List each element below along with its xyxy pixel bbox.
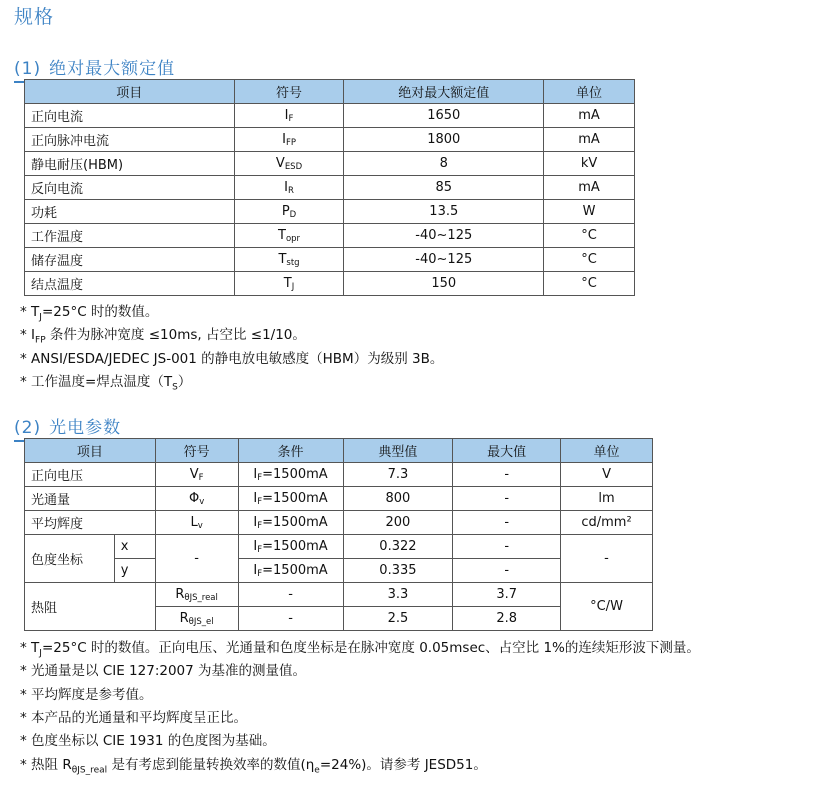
- symbol-text: I: [284, 179, 288, 195]
- cell-typical: [343, 535, 453, 559]
- cell-item: [25, 128, 235, 152]
- item-label: 光通量: [31, 493, 71, 508]
- item-label: 热阻: [31, 601, 58, 616]
- footnote-text: * 工作温度=焊点温度（T: [20, 373, 173, 390]
- symbol-subscript: θJS_el: [188, 616, 214, 627]
- section-1-number: (1): [14, 59, 42, 79]
- footnote: [20, 347, 443, 367]
- item-label: 反向电流: [31, 182, 84, 197]
- cell-unit: [544, 248, 635, 272]
- unit-text: mA: [578, 180, 600, 195]
- max-value: 2.8: [496, 611, 517, 626]
- unit-text: lm: [598, 491, 615, 506]
- unit-text: °C: [581, 252, 597, 267]
- cell-typical: [343, 583, 453, 607]
- unit-text: °C: [581, 228, 597, 243]
- max-value: -: [504, 491, 510, 506]
- page-title: 规格: [14, 6, 55, 28]
- cell-unit: [561, 583, 653, 631]
- unit-text: kV: [580, 156, 598, 171]
- cell-item: [25, 176, 235, 200]
- header-symbol: 符号: [234, 80, 344, 104]
- table-row: [25, 559, 653, 583]
- item-label: 功耗: [31, 206, 58, 221]
- footnote: [20, 370, 191, 393]
- cell-item: [25, 200, 235, 224]
- footnote-text: * T: [20, 304, 40, 320]
- unit-text: cd/mm²: [581, 515, 632, 530]
- cell-typical: [343, 559, 453, 583]
- cell-value: [344, 224, 544, 248]
- cell-condition: [238, 463, 343, 487]
- unit-text: °C: [581, 276, 597, 291]
- cell-symbol: [155, 511, 238, 535]
- condition-text: I: [253, 514, 258, 530]
- footnote-subscript: θJS_real: [71, 765, 108, 776]
- footnote-subscript: S: [172, 382, 178, 393]
- typical-value: 7.3: [387, 467, 409, 482]
- footnote: [20, 706, 247, 726]
- cell-condition: [238, 583, 343, 607]
- cell-value: [344, 104, 544, 128]
- footnote-subscript: FP: [35, 335, 46, 346]
- rating-value: -40~125: [415, 252, 473, 267]
- condition-text: I: [253, 538, 258, 554]
- footnote-text: ）: [177, 373, 192, 390]
- footnote-text: * 热阻 R: [20, 756, 72, 773]
- footnote: [20, 300, 158, 323]
- cell-symbol: [155, 487, 238, 511]
- cell-item: [25, 248, 235, 272]
- cell-unit: [544, 104, 635, 128]
- cell-value: [344, 152, 544, 176]
- symbol-text: R: [179, 610, 189, 626]
- item-label: 静电耐压(HBM): [31, 158, 124, 173]
- footnote: [20, 753, 487, 776]
- cell-axis: [114, 535, 155, 559]
- symbol-text: V: [275, 155, 285, 171]
- item-label: 色度坐标: [31, 553, 84, 568]
- symbol-text: P: [281, 203, 290, 219]
- typical-value: 200: [385, 515, 411, 530]
- max-value: -: [504, 467, 510, 482]
- footnote-text: * ANSI/ESDA/JEDEC JS-001 的静电放电敏感度（HBM）为级别 3B。: [20, 350, 444, 367]
- cell-item: [25, 535, 115, 583]
- symbol-subscript: θJS_real: [184, 592, 218, 603]
- symbol-text: R: [175, 586, 185, 602]
- condition-subscript: F: [257, 496, 263, 507]
- rating-value: 8: [439, 156, 448, 171]
- typical-value: 2.5: [387, 611, 409, 626]
- symbol-text: I: [282, 131, 286, 147]
- footnote: [20, 729, 276, 749]
- cell-item: [25, 272, 235, 296]
- cell-value: [344, 128, 544, 152]
- rating-value: 1800: [427, 132, 461, 147]
- footnote-text: =25°C 时的数值。: [41, 304, 159, 320]
- cell-symbol: [155, 607, 238, 631]
- rating-value: 150: [431, 276, 457, 291]
- header-typical: 典型值: [343, 439, 453, 463]
- footnote-text: * T: [20, 640, 40, 656]
- cell-value: [344, 176, 544, 200]
- cell-condition: [238, 559, 343, 583]
- symbol-text: -: [194, 551, 199, 566]
- cell-symbol: [234, 152, 344, 176]
- cell-value: [344, 248, 544, 272]
- axis-label: x: [120, 539, 129, 554]
- condition-value: =1500mA: [262, 562, 328, 578]
- symbol-subscript: R: [287, 185, 294, 196]
- footnote-text: =25°C 时的数值。正向电压、光通量和色度坐标是在脉冲宽度 0.05msec、占空比 1%的连续矩形波下测量。: [41, 640, 700, 656]
- cell-symbol: [234, 272, 344, 296]
- symbol-subscript: FP: [285, 137, 296, 148]
- cell-symbol: [234, 248, 344, 272]
- typical-value: 0.322: [379, 539, 417, 554]
- axis-label: y: [120, 563, 129, 578]
- cell-item: [25, 511, 156, 535]
- cell-unit: [544, 176, 635, 200]
- condition-value: =1500mA: [262, 538, 328, 554]
- footnote: [20, 683, 153, 703]
- rating-value: 13.5: [429, 204, 459, 219]
- condition-text: -: [288, 611, 293, 626]
- footnote-text: * I: [20, 327, 36, 344]
- footnote-text: * 光通量是以 CIE 127:2007 为基准的测量值。: [20, 663, 307, 680]
- item-label: 工作温度: [31, 230, 84, 245]
- max-value: -: [504, 515, 510, 530]
- cell-unit: [544, 200, 635, 224]
- cell-unit: [561, 511, 653, 535]
- cell-typical: [343, 607, 453, 631]
- symbol-subscript: stg: [286, 257, 300, 268]
- cell-unit: [561, 463, 653, 487]
- table-header-row: [25, 80, 635, 104]
- table-row: [25, 224, 635, 248]
- optical-electrical-table: [24, 438, 653, 631]
- cell-unit: [544, 272, 635, 296]
- table-header-row: [25, 439, 653, 463]
- symbol-text: T: [278, 251, 287, 267]
- header-item: 项目: [25, 80, 235, 104]
- cell-symbol: [155, 535, 238, 583]
- condition-subscript: F: [257, 568, 263, 579]
- rating-value: 1650: [427, 108, 461, 123]
- unit-text: W: [582, 204, 596, 219]
- symbol-subscript: ESD: [284, 161, 303, 172]
- symbol-text: T: [283, 275, 292, 291]
- max-value: -: [504, 563, 510, 578]
- footnote: [20, 659, 306, 679]
- max-value: 3.7: [496, 587, 517, 602]
- footnote-text: =24%)。请参考 JESD51。: [319, 756, 487, 773]
- cell-condition: [238, 607, 343, 631]
- condition-text: I: [253, 490, 258, 506]
- footnote-subscript: J: [39, 648, 42, 659]
- section-1-title: 绝对最大额定值: [49, 59, 176, 79]
- item-label: 正向电压: [31, 469, 84, 484]
- rating-value: -40~125: [415, 228, 473, 243]
- symbol-text: Φ: [189, 490, 200, 506]
- cell-item: [25, 152, 235, 176]
- table-row: [25, 511, 653, 535]
- footnote: [20, 636, 700, 659]
- symbol-subscript: F: [198, 472, 204, 483]
- cell-item: [25, 224, 235, 248]
- cell-item: [25, 583, 156, 631]
- table-row: [25, 200, 635, 224]
- cell-unit: [561, 487, 653, 511]
- header-unit: 单位: [561, 439, 653, 463]
- footnote-text: * 本产品的光通量和平均辉度呈正比。: [20, 709, 248, 726]
- item-label: 正向电流: [31, 110, 84, 125]
- unit-text: mA: [578, 108, 600, 123]
- condition-value: =1500mA: [262, 466, 328, 482]
- condition-text: -: [288, 587, 293, 602]
- footnote-subscript: e: [314, 765, 320, 776]
- footnote-subscript: J: [39, 312, 42, 323]
- max-value: -: [504, 539, 510, 554]
- cell-max: [453, 583, 561, 607]
- symbol-text: T: [278, 227, 286, 243]
- cell-value: [344, 272, 544, 296]
- absolute-max-ratings-table: [24, 79, 635, 296]
- condition-value: =1500mA: [262, 490, 328, 506]
- cell-symbol: [234, 128, 344, 152]
- table-row: [25, 104, 635, 128]
- cell-max: [453, 535, 561, 559]
- header-symbol: 符号: [155, 439, 238, 463]
- footnote-text: 是有考虑到能量转换效率的数值(η: [107, 756, 315, 773]
- item-label: 结点温度: [31, 278, 84, 293]
- table-row: [25, 176, 635, 200]
- typical-value: 3.3: [387, 587, 409, 602]
- cell-value: [344, 200, 544, 224]
- table-row: [25, 272, 635, 296]
- symbol-subscript: J: [291, 281, 295, 292]
- table-row: [25, 248, 635, 272]
- header-max: 最大值: [453, 439, 561, 463]
- section-2-title: 光电参数: [49, 418, 122, 438]
- cell-unit: [544, 224, 635, 248]
- header-rating: 绝对最大额定值: [344, 80, 544, 104]
- cell-typical: [343, 487, 453, 511]
- table-row: [25, 463, 653, 487]
- cell-symbol: [234, 104, 344, 128]
- item-label: 储存温度: [31, 254, 84, 269]
- section-2-number: (2): [14, 418, 42, 438]
- cell-typical: [343, 463, 453, 487]
- table-row: [25, 152, 635, 176]
- condition-text: I: [253, 466, 258, 482]
- typical-value: 0.335: [379, 563, 417, 578]
- cell-condition: [238, 487, 343, 511]
- cell-unit: [544, 128, 635, 152]
- cell-max: [453, 511, 561, 535]
- cell-unit: [561, 535, 653, 583]
- cell-max: [453, 463, 561, 487]
- unit-text: mA: [578, 132, 600, 147]
- cell-symbol: [234, 176, 344, 200]
- unit-text: °C/W: [590, 599, 623, 614]
- typical-value: 800: [385, 491, 411, 506]
- condition-value: =1500mA: [262, 514, 328, 530]
- symbol-text: L: [190, 514, 198, 530]
- cell-condition: [238, 535, 343, 559]
- cell-item: [25, 463, 156, 487]
- cell-max: [453, 607, 561, 631]
- item-label: 正向脉冲电流: [31, 134, 110, 149]
- cell-max: [453, 559, 561, 583]
- unit-text: V: [602, 467, 611, 482]
- symbol-subscript: D: [289, 209, 297, 220]
- cell-unit: [544, 152, 635, 176]
- cell-condition: [238, 511, 343, 535]
- header-condition: 条件: [238, 439, 343, 463]
- symbol-text: V: [189, 466, 199, 482]
- unit-text: -: [604, 551, 609, 566]
- footnote-text: * 平均辉度是参考值。: [20, 686, 153, 703]
- footnote-text: * 色度坐标以 CIE 1931 的色度图为基础。: [20, 733, 276, 750]
- header-item: 项目: [25, 439, 156, 463]
- cell-axis: [114, 559, 155, 583]
- symbol-subscript: opr: [285, 233, 301, 244]
- table-row: [25, 487, 653, 511]
- symbol-subscript: F: [288, 113, 294, 124]
- cell-max: [453, 487, 561, 511]
- symbol-subscript: v: [197, 520, 203, 531]
- table-row: [25, 535, 653, 559]
- cell-item: [25, 487, 156, 511]
- cell-symbol: [234, 224, 344, 248]
- condition-subscript: F: [257, 520, 263, 531]
- cell-typical: [343, 511, 453, 535]
- condition-text: I: [253, 562, 258, 578]
- footnote: [20, 323, 306, 346]
- cell-symbol: [155, 463, 238, 487]
- condition-subscript: F: [257, 544, 263, 555]
- header-unit: 单位: [544, 80, 635, 104]
- condition-subscript: F: [257, 472, 263, 483]
- table-row: [25, 128, 635, 152]
- cell-symbol: [155, 583, 238, 607]
- cell-symbol: [234, 200, 344, 224]
- rating-value: 85: [435, 180, 453, 195]
- footnote-text: 条件为脉冲宽度 ≤10ms, 占空比 ≤1/10。: [45, 327, 306, 344]
- cell-item: [25, 104, 235, 128]
- table-row: [25, 583, 653, 607]
- symbol-text: I: [284, 107, 289, 123]
- symbol-subscript: v: [199, 496, 205, 507]
- item-label: 平均辉度: [31, 517, 84, 532]
